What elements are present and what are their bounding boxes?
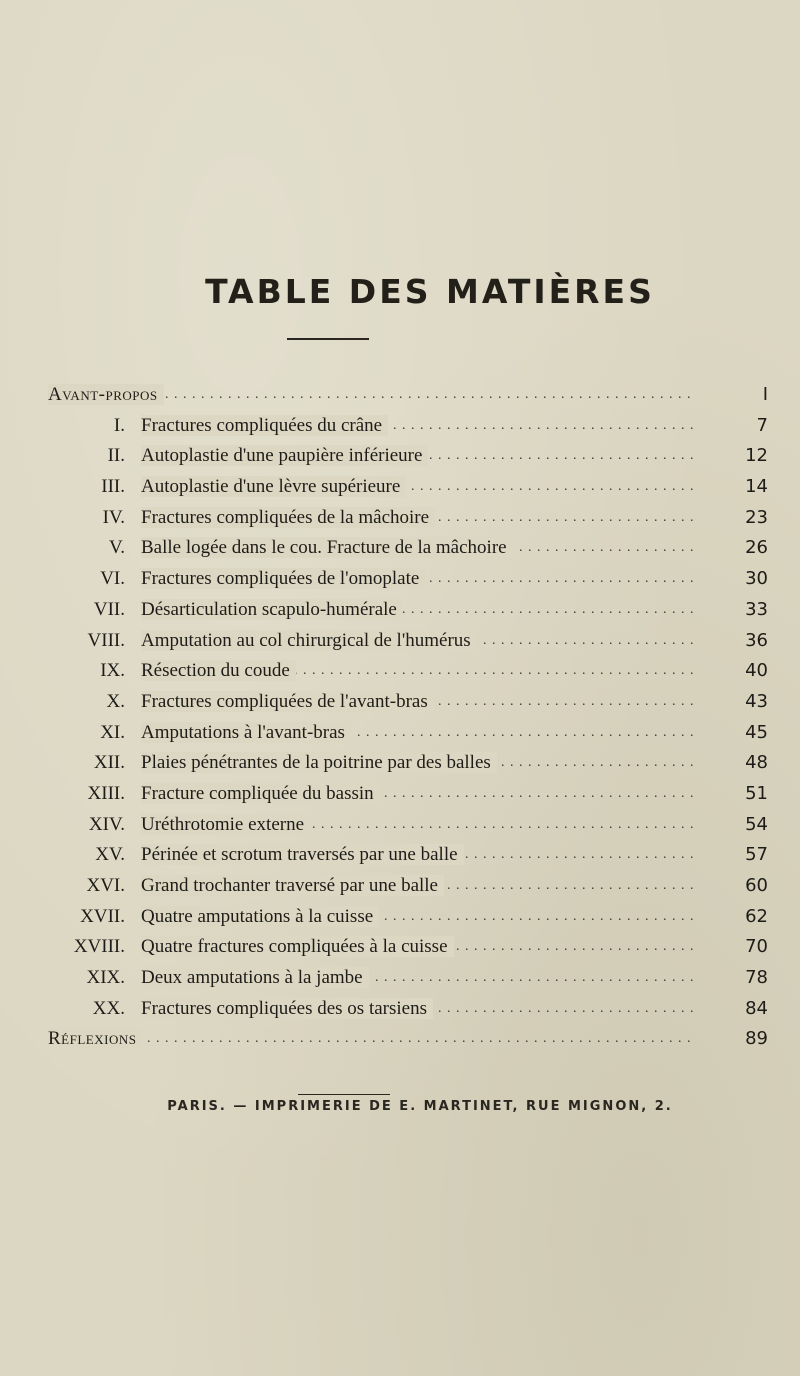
chapter-title-leader <box>141 779 694 810</box>
chapter-title: Plaies pénétrantes de la poitrine par des balles <box>141 752 497 773</box>
page-title: TABLE DES MATIÈRES <box>205 272 655 311</box>
chapter-title-leader <box>141 994 694 1025</box>
chapter-title: Uréthrotomie externe <box>141 814 310 835</box>
chapter-number: V. <box>108 537 125 559</box>
chapter-number: XX. <box>92 997 125 1019</box>
chapter-title: Quatre amputations à la cuisse <box>141 906 379 927</box>
page-number: 51 <box>745 782 768 804</box>
chapter-title: Balle logée dans le cou. Fracture de la mâchoire <box>141 537 513 558</box>
toc-entry <box>48 871 768 902</box>
chapter-number: I. <box>113 414 125 436</box>
chapter-title-leader <box>141 533 694 564</box>
toc-entry <box>48 1024 768 1055</box>
page-number: 54 <box>745 813 768 835</box>
chapter-title: Périnée et scrotum traversés par une balle <box>141 844 464 865</box>
chapter-title: Fractures compliquées de la mâchoire <box>141 507 435 528</box>
chapter-number: XI. <box>100 721 125 743</box>
chapter-title: Quatre fractures compliquées à la cuisse <box>141 936 454 957</box>
chapter-title-leader <box>141 810 694 841</box>
chapter-number: XII. <box>93 752 125 774</box>
chapter-title: Fractures compliquées de l'omoplate <box>141 568 425 589</box>
toc-entry <box>48 626 768 657</box>
chapter-number: XIII. <box>87 782 125 804</box>
printer-imprint: PARIS. — IMPRIMERIE DE E. MARTINET, RUE MIGNON, 2. <box>167 1099 673 1114</box>
toc-entry <box>48 748 768 779</box>
page-number: 84 <box>745 997 768 1019</box>
chapter-title-leader <box>141 595 694 626</box>
page-number: 89 <box>745 1028 768 1050</box>
page-number: 62 <box>745 905 768 927</box>
title-divider <box>287 338 369 340</box>
toc-entry <box>48 902 768 933</box>
chapter-number: III. <box>101 476 125 498</box>
toc-entry <box>48 595 768 626</box>
page-number: 33 <box>745 598 768 620</box>
chapter-title-leader <box>141 503 694 534</box>
toc-entry <box>48 441 768 472</box>
chapter-title-leader <box>48 1024 694 1055</box>
chapter-number: XIV. <box>88 813 125 835</box>
chapter-number: VII. <box>93 598 125 620</box>
chapter-title: Fracture compliquée du bassin <box>141 783 380 804</box>
chapter-title-leader <box>141 871 694 902</box>
chapter-number: XIX. <box>86 967 125 989</box>
chapter-title: Résection du coude <box>141 660 296 681</box>
chapter-title: Fractures compliquées du crâne <box>141 415 388 436</box>
toc-entry <box>48 994 768 1025</box>
chapter-title-leader <box>141 932 694 963</box>
toc-entry <box>48 718 768 749</box>
page-number: 78 <box>745 967 768 989</box>
chapter-number: XVIII. <box>73 936 125 958</box>
chapter-title-leader <box>141 902 694 933</box>
chapter-title-leader <box>141 963 694 994</box>
chapter-number: II. <box>107 445 125 467</box>
chapter-title-leader <box>141 441 694 472</box>
chapter-title: Désarticulation scapulo-humérale <box>141 599 403 620</box>
chapter-number: XVII. <box>80 905 125 927</box>
chapter-number: VI. <box>100 568 125 590</box>
chapter-title-leader <box>141 656 694 687</box>
chapter-title-leader <box>141 472 694 503</box>
chapter-number: X. <box>106 690 125 712</box>
imprint-divider <box>298 1094 390 1095</box>
toc-entry <box>48 963 768 994</box>
chapter-title-leader <box>48 380 694 411</box>
chapter-title-leader <box>141 411 694 442</box>
chapter-title-leader <box>141 687 694 718</box>
toc-entry <box>48 380 768 411</box>
toc-entry <box>48 411 768 442</box>
chapter-number: IX. <box>100 660 125 682</box>
toc-entry <box>48 503 768 534</box>
chapter-title: Amputation au col chirurgical de l'humérus <box>141 630 477 651</box>
page-number: 45 <box>745 721 768 743</box>
toc-entry <box>48 472 768 503</box>
chapter-title: Avant-propos <box>48 384 164 405</box>
chapter-number: IV. <box>102 506 125 528</box>
toc-entry <box>48 656 768 687</box>
chapter-title: Fractures compliquées de l'avant-bras <box>141 691 434 712</box>
page-number: 36 <box>745 629 768 651</box>
table-of-contents <box>48 380 768 1055</box>
chapter-title: Deux amputations à la jambe <box>141 967 369 988</box>
toc-entry <box>48 533 768 564</box>
toc-entry <box>48 810 768 841</box>
chapter-title-leader <box>141 626 694 657</box>
chapter-title: Fractures compliquées des os tarsiens <box>141 998 433 1019</box>
chapter-title-leader <box>141 718 694 749</box>
chapter-title-leader <box>141 748 694 779</box>
toc-entry <box>48 687 768 718</box>
page-number: 26 <box>745 537 768 559</box>
chapter-title-leader <box>141 564 694 595</box>
chapter-title: Grand trochanter traversé par une balle <box>141 875 444 896</box>
chapter-title: Autoplastie d'une lèvre supérieure <box>141 476 406 497</box>
chapter-title: Autoplastie d'une paupière inférieure <box>141 445 428 466</box>
chapter-title: Réflexions <box>48 1028 142 1049</box>
toc-entry <box>48 564 768 595</box>
chapter-title: Amputations à l'avant-bras <box>141 722 351 743</box>
page-number: 43 <box>745 690 768 712</box>
page-number: 60 <box>745 875 768 896</box>
page-number: 7 <box>756 414 768 436</box>
page-number: 30 <box>745 568 768 590</box>
page-number: 23 <box>745 506 768 528</box>
page-number: 48 <box>745 752 768 774</box>
chapter-number: VIII. <box>87 629 125 651</box>
chapter-number: XVI. <box>86 875 125 896</box>
chapter-number: XV. <box>95 844 125 866</box>
page-number: 14 <box>745 476 768 498</box>
page-number: I <box>762 384 768 405</box>
page-number: 57 <box>745 844 768 866</box>
toc-entry <box>48 840 768 871</box>
page-number: 40 <box>745 660 768 682</box>
toc-entry <box>48 779 768 810</box>
toc-entry <box>48 932 768 963</box>
page-number: 70 <box>745 936 768 958</box>
page-number: 12 <box>745 445 768 467</box>
chapter-title-leader <box>141 840 694 871</box>
